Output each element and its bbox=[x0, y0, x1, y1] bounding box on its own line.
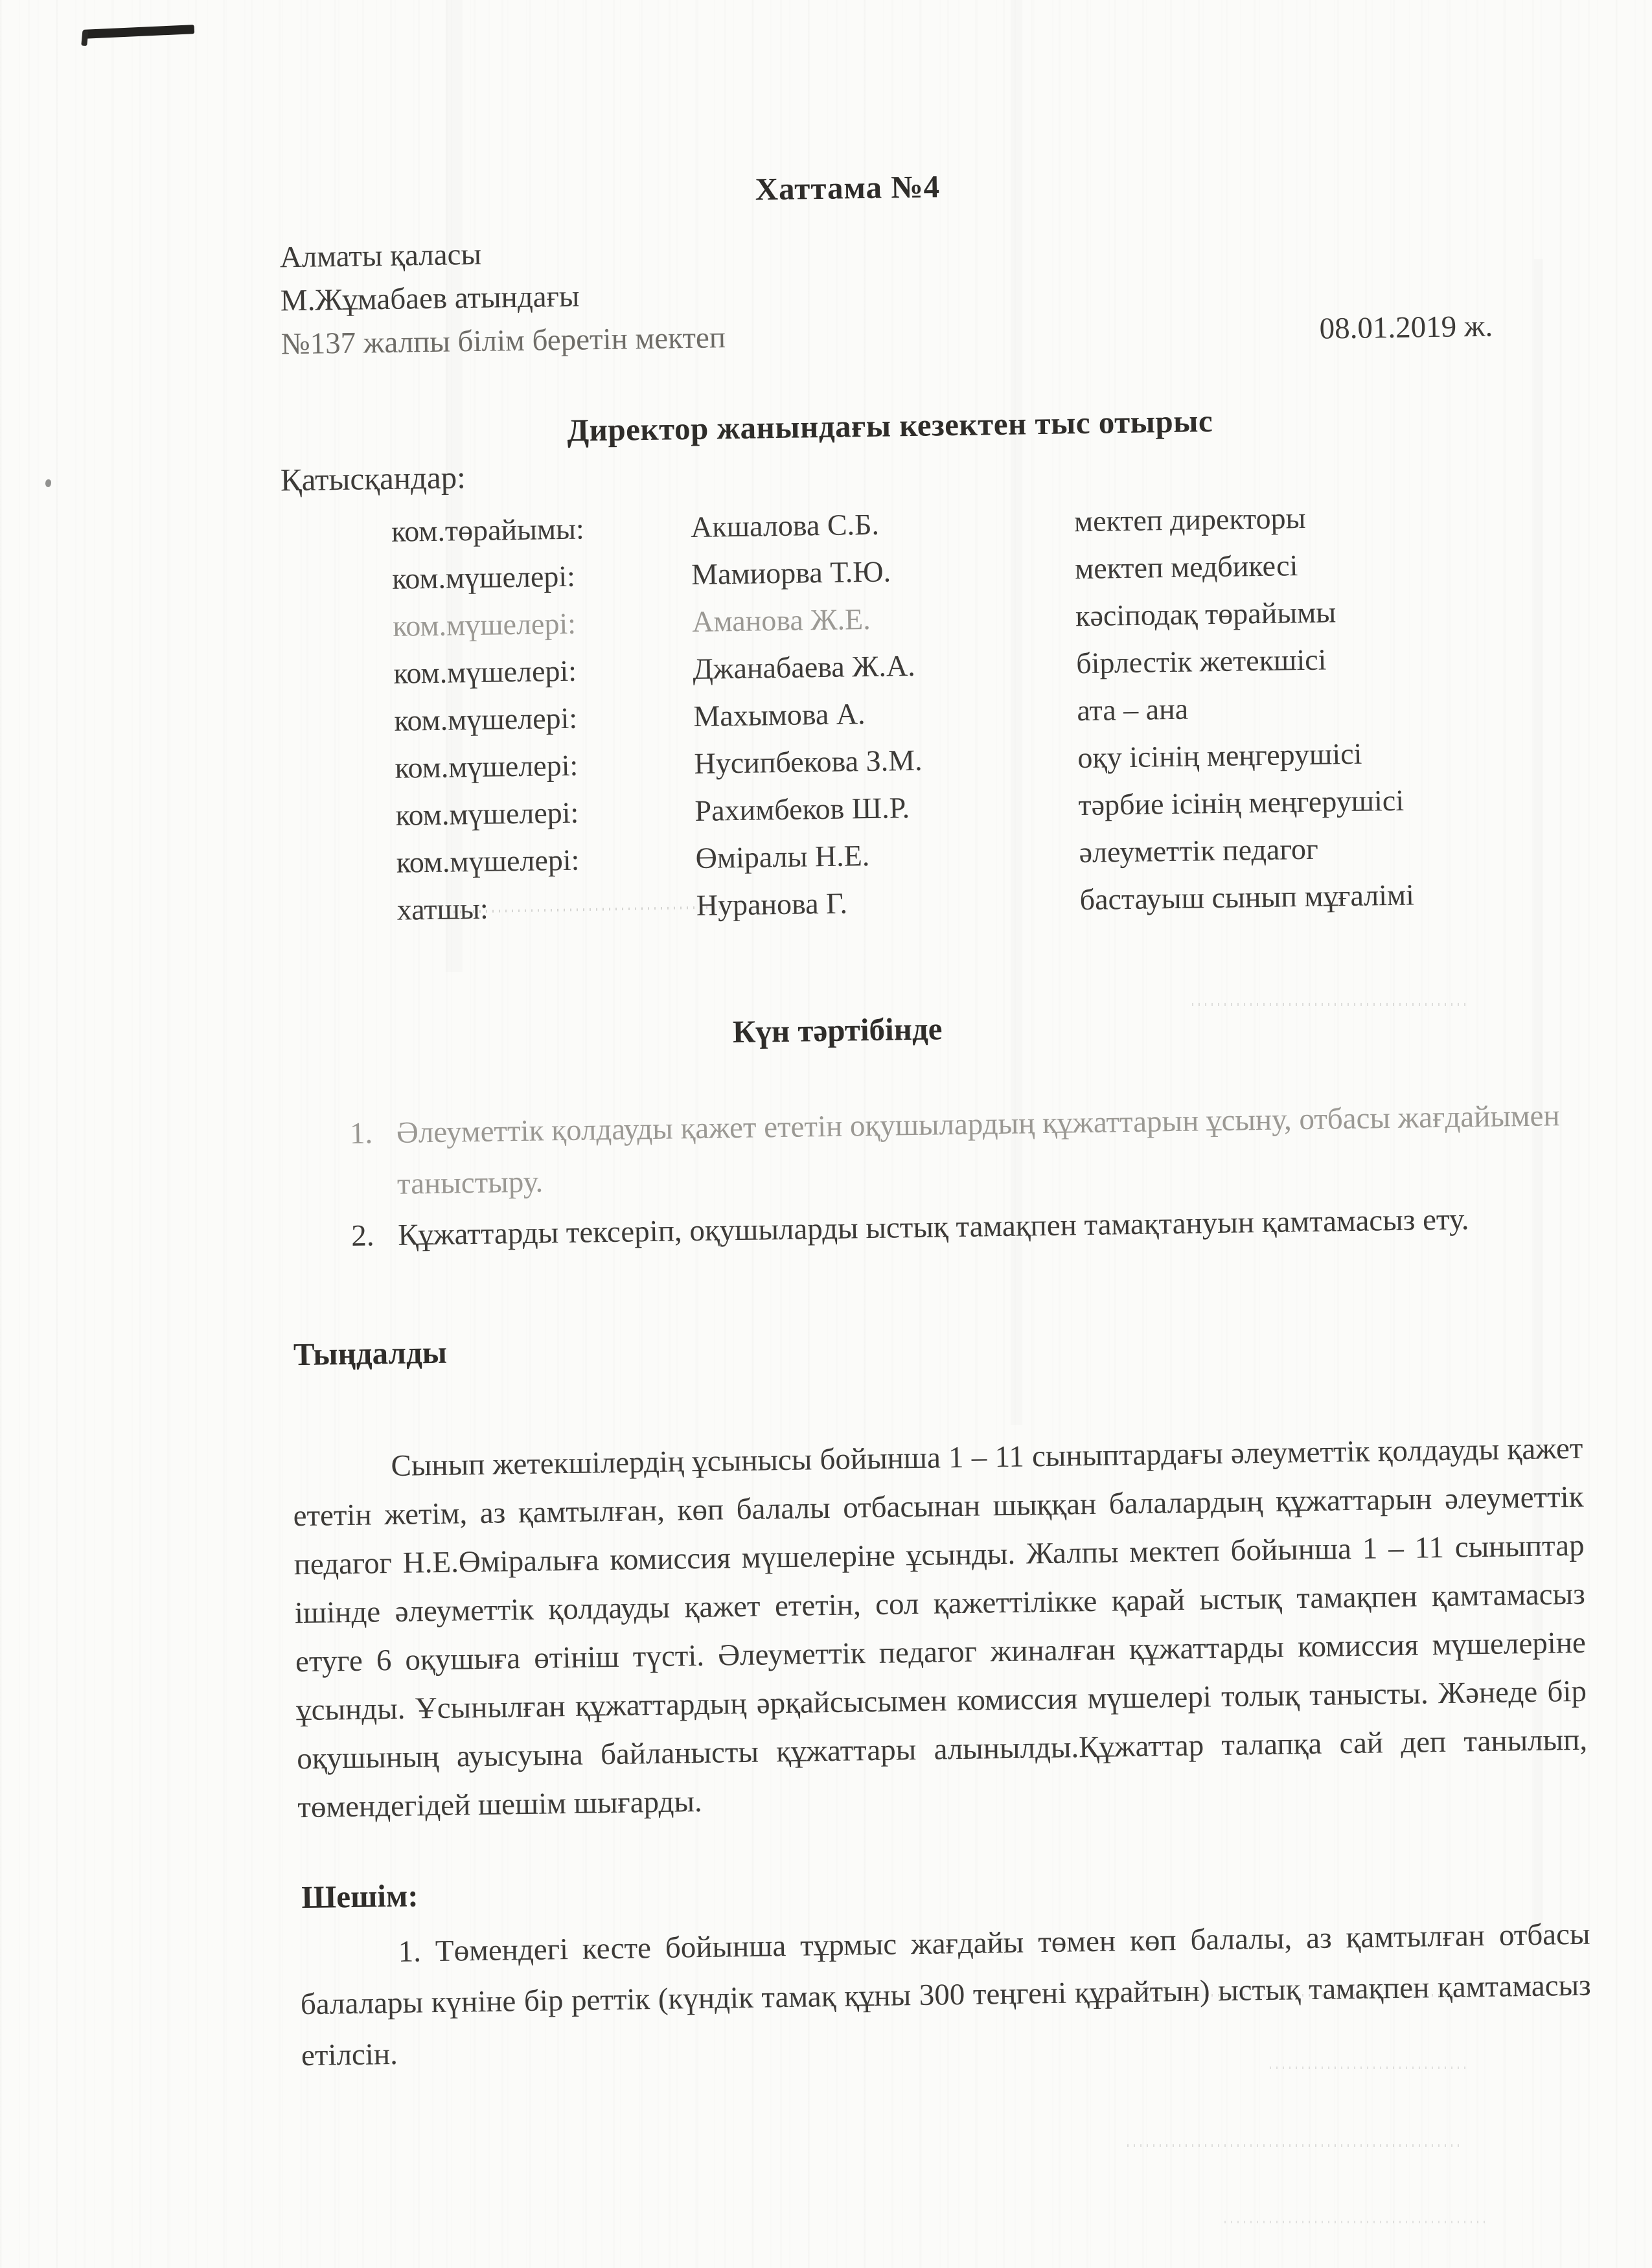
heard-paragraph: Сынып жетекшілердің ұсынысы бойынша 1 – 11 сыныптардағы әлеуметтік қолдауды қажет ететін жетім, аз қамтылған, көп балалы отбасынан шыққан балалардың құжаттарын әлеуметтік педагог Н.Е.Өміралыға комиссия мүшелеріне ұсынды. Жалпы мектеп бойынша 1 – 11 сыныптар ішінде әлеуметтік қолдауды қажет ететін, сол қажеттілікке қарай ыстық тамақпен қамтамасыз етуге 6 оқушыға өтініш түсті. Әлеуметтік педагог жиналған құжаттарды комиссия мүшелеріне ұсынды. Ұсынылған құжаттардың әрқайсысымен комиссия мүшелері толық танысты. Жәнеде бір оқушының ауысуына байланысты құжаттары алынылды.Құжаттар талапқа сай деп танылып, төмендегідей шешім шығарды. bbox=[293, 1431, 1588, 1825]
participant-position: мектеп директоры bbox=[1073, 501, 1306, 538]
participant-name: Нусипбекова З.М. bbox=[694, 743, 923, 780]
org-line-named-after: М.Жұмабаев атындағы bbox=[280, 279, 580, 318]
org-line-school: №137 жалпы білім беретін мектеп bbox=[281, 321, 726, 361]
participant-name: Өміралы Н.Е. bbox=[695, 838, 870, 875]
agenda-item-text: Құжаттарды тексеріп, оқушыларды ыстық тамақпен тамақтануын қамтамасыз ету. bbox=[397, 1202, 1469, 1252]
participant-role: ком.мүшелері: bbox=[395, 748, 579, 785]
participant-role: ком.мүшелері: bbox=[396, 843, 580, 879]
document-title: Хаттама №4 bbox=[755, 168, 941, 207]
participant-position: мектеп медбикесі bbox=[1074, 549, 1298, 586]
org-line-city: Алматы қаласы bbox=[279, 237, 482, 275]
decision-paragraph: 1. Төмендегі кесте бойынша тұрмыс жағдайы төмен көп балалы, аз қамтылған отбасы балалары күніне бір реттік (күндік тамақ құны 300 теңгені құрайтын) ыстық тамақпен қамтамасыз етілсін. bbox=[300, 1917, 1592, 2073]
participant-name: Махымова А. bbox=[693, 697, 866, 733]
document-date: 08.01.2019 ж. bbox=[1319, 309, 1493, 346]
participant-position: әлеуметтік педагог bbox=[1079, 832, 1319, 869]
participant-position: бірлестік жетекшісі bbox=[1075, 643, 1327, 680]
participant-name: Акшалова С.Б. bbox=[690, 507, 880, 544]
agenda-heading: Күн тәртібінде bbox=[732, 1011, 943, 1050]
decision-heading: Шешім: bbox=[301, 1877, 419, 1916]
participant-position: оқу ісінің меңгерушісі bbox=[1077, 737, 1362, 775]
participant-position: кәсіподақ төрайымы bbox=[1075, 595, 1337, 633]
agenda-list bbox=[349, 1090, 1576, 1262]
participant-role: ком.мүшелері: bbox=[392, 606, 577, 643]
agenda-item-number: 1. bbox=[349, 1116, 373, 1151]
participant-name: Нуранова Г. bbox=[696, 886, 848, 922]
participant-role: хатшы: bbox=[396, 891, 489, 926]
participants-label: Қатысқандар: bbox=[280, 459, 466, 498]
participants-table bbox=[391, 493, 1415, 934]
organization-block bbox=[279, 229, 726, 366]
participant-position: ата – ана bbox=[1076, 692, 1189, 727]
participant-role: ком.мүшелері: bbox=[391, 559, 576, 595]
participant-name: Аманова Ж.Е. bbox=[691, 602, 871, 638]
participant-role: ком.мүшелері: bbox=[394, 701, 578, 737]
participant-role: ком.мүшелері: bbox=[395, 796, 579, 832]
participant-name: Джанабаева Ж.А. bbox=[692, 648, 916, 685]
participant-role: ком.мүшелері: bbox=[393, 654, 577, 690]
meeting-title: Директор жанындағы кезектен тыс отырыс bbox=[566, 403, 1213, 448]
participant-name: Рахимбеков Ш.Р. bbox=[694, 791, 910, 827]
participant-position: бастауыш сынып мұғалімі bbox=[1079, 878, 1415, 917]
agenda-item-number: 2. bbox=[350, 1219, 374, 1253]
participant-position: тәрбие ісінің меңгерушісі bbox=[1078, 783, 1405, 822]
agenda-item-text: Әлеуметтік қолдауды қажет ететін оқушылардың құжаттарын ұсыну, отбасы жағдайымен таныстыру. bbox=[396, 1099, 1560, 1201]
participant-name: Мамиорва Т.Ю. bbox=[691, 555, 891, 591]
heard-heading: Тыңдалды bbox=[293, 1334, 448, 1373]
participant-role: ком.төрайымы: bbox=[391, 512, 585, 548]
agenda-item bbox=[349, 1090, 1575, 1211]
